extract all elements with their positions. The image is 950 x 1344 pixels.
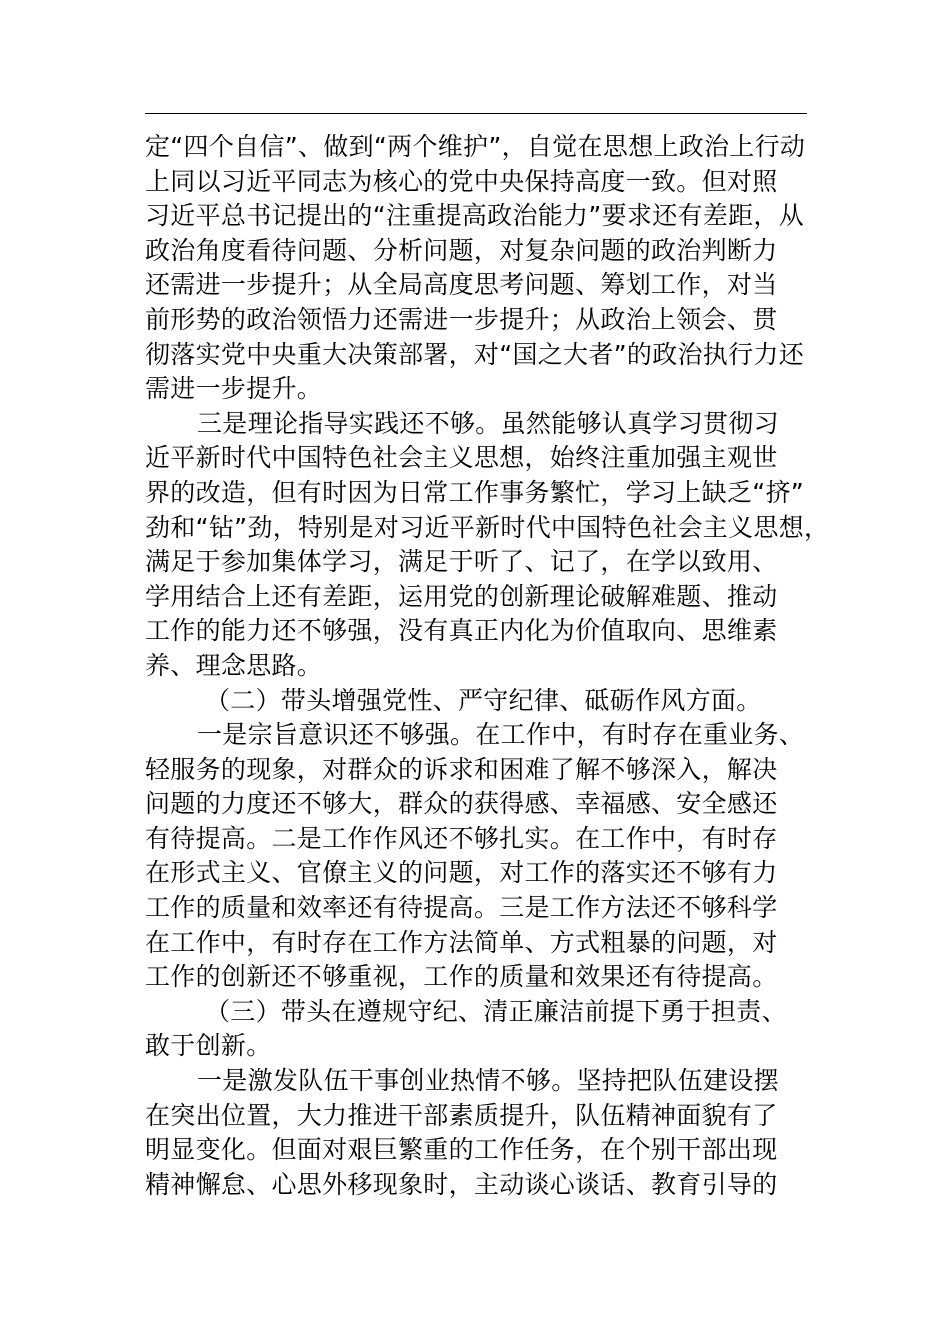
- section-heading-line: （三）带头在遵规守纪、清正廉洁前提下勇于担责、: [205, 996, 787, 1026]
- text-line: 工作的能力还不够强，没有真正内化为价值取向、思维素: [145, 616, 778, 646]
- text-line: 近平新时代中国特色社会主义思想，始终注重加强主观世: [145, 443, 778, 473]
- text-line: 三是理论指导实践还不够。虽然能够认真学习贯彻习: [197, 408, 779, 438]
- text-line: 界的改造，但有时因为日常工作事务繁忙，学习上缺乏“挤”: [145, 477, 805, 507]
- text-line: 一是激发队伍干事创业热情不够。坚持把队伍建设摆: [197, 1066, 779, 1096]
- text-line: 劲和“钻”劲，特别是对习近平新时代中国特色社会主义思想，: [145, 512, 830, 542]
- text-line: 轻服务的现象，对群众的诉求和困难了解不够深入，解决: [145, 754, 778, 784]
- text-line: 养、理念思路。: [145, 650, 323, 680]
- text-line: 彻落实党中央重大决策部署，对“国之大者”的政治执行力还: [145, 339, 805, 369]
- text-line: 一是宗旨意识还不够强。在工作中，有时存在重业务、: [197, 720, 805, 750]
- text-line: 在突出位置，大力推进干部素质提升，队伍精神面貌有了: [145, 1100, 778, 1130]
- text-line: 明显变化。但面对艰巨繁重的工作任务，在个别干部出现: [145, 1135, 778, 1165]
- text-line: 在形式主义、官僚主义的问题，对工作的落实还不够有力: [145, 858, 778, 888]
- text-line: 上同以习近平同志为核心的党中央保持高度一致。但对照: [145, 166, 778, 196]
- text-line: 学用结合上还有差距，运用党的创新理论破解难题、推动: [145, 581, 778, 611]
- text-line: 还需进一步提升；从全局高度思考问题、筹划工作，对当: [145, 270, 778, 300]
- text-line: 习近平总书记提出的“注重提高政治能力”要求还有差距，从: [145, 201, 805, 231]
- header-rule: [145, 113, 807, 114]
- text-line: 工作的创新还不够重视，工作的质量和效果还有待提高。: [145, 962, 778, 992]
- document-body: [145, 130, 835, 1202]
- text-line: 政治角度看待问题、分析问题，对复杂问题的政治判断力: [145, 235, 778, 265]
- section-heading-line: （二）带头增强党性、严守纪律、砥砺作风方面。: [205, 685, 762, 715]
- text-line: 前形势的政治领悟力还需进一步提升；从政治上领会、贯: [145, 304, 778, 334]
- text-line: 满足于参加集体学习，满足于听了、记了，在学以致用、: [145, 547, 778, 577]
- text-line: 工作的质量和效率还有待提高。三是工作方法还不够科学: [145, 893, 778, 923]
- text-line: 定“四个自信”、做到“两个维护”，自觉在思想上政治上行动: [145, 132, 806, 161]
- text-line: 敢于创新。: [145, 1031, 272, 1061]
- text-line: 问题的力度还不够大，群众的获得感、幸福感、安全感还: [145, 789, 778, 819]
- text-line: 需进一步提升。: [145, 374, 323, 404]
- text-line: 精神懈怠、心思外移现象时，主动谈心谈话、教育引导的: [145, 1169, 778, 1199]
- text-line: 有待提高。二是工作作风还不够扎实。在工作中，有时存: [145, 823, 778, 853]
- text-line: 在工作中，有时存在工作方法简单、方式粗暴的问题，对: [145, 927, 778, 957]
